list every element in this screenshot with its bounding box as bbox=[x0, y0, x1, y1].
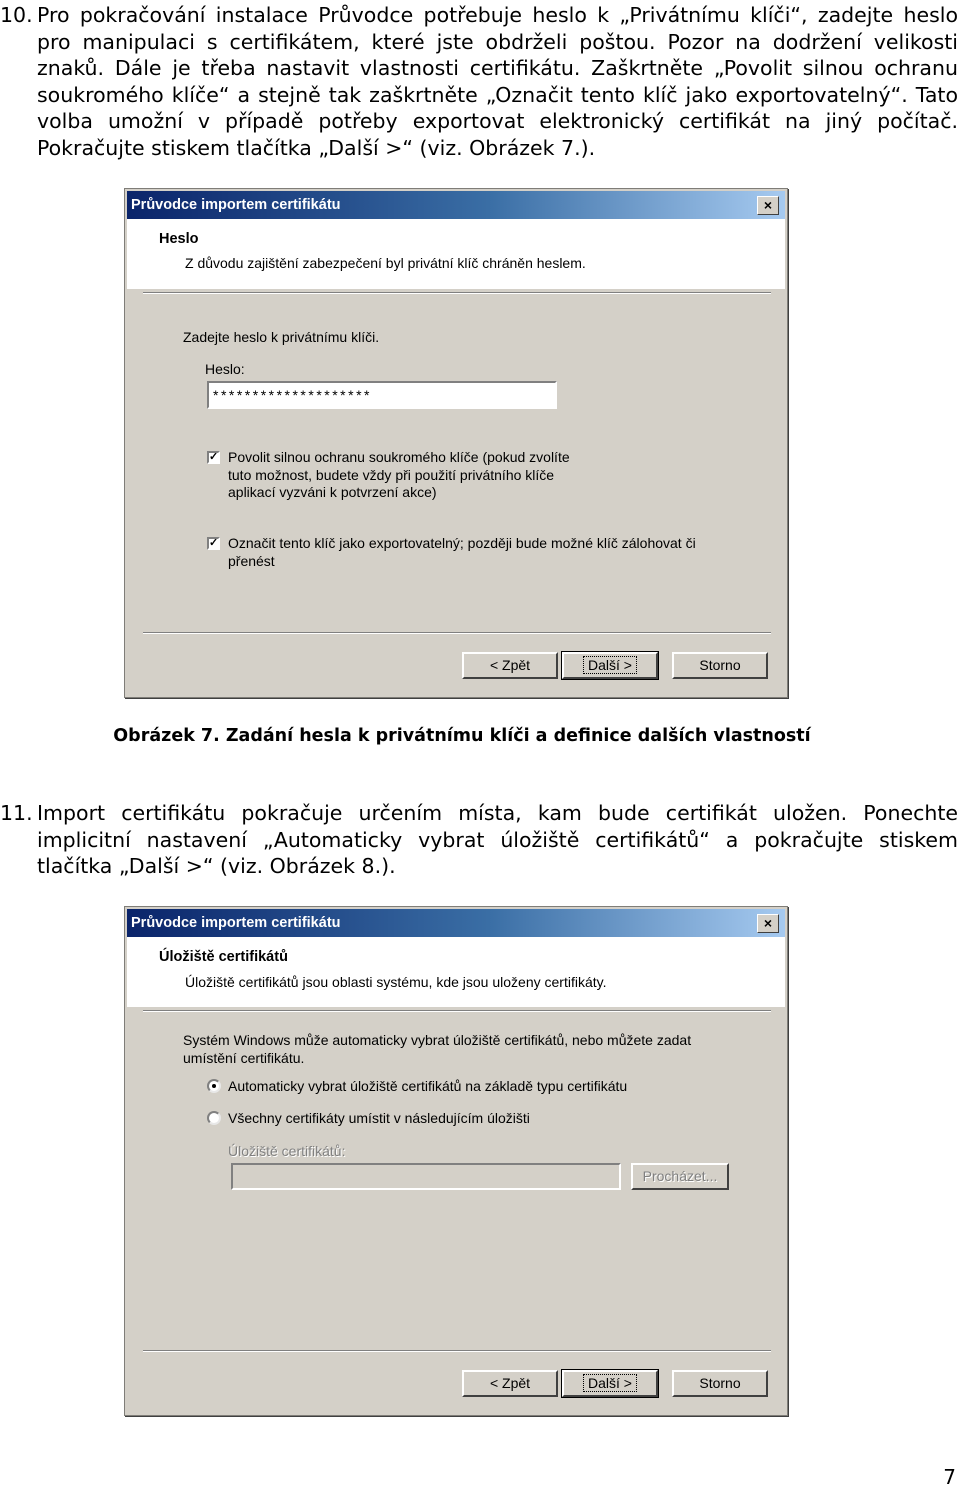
manual-store-label[interactable]: Všechny certifikáty umístit v následujícím úložišti bbox=[228, 1110, 530, 1126]
footer-divider bbox=[143, 632, 771, 634]
next-button-label: Další > bbox=[583, 656, 637, 674]
store-field-label: Úložiště certifikátů: bbox=[228, 1143, 346, 1159]
step-number: 10. bbox=[0, 3, 33, 27]
header-divider bbox=[143, 292, 771, 294]
exportable-checkbox[interactable]: ✓ bbox=[209, 537, 219, 549]
close-button[interactable]: × bbox=[757, 914, 779, 933]
wizard-header-subtitle: Z důvodu zajištění zabezpečení byl privátní klíč chráněn heslem. bbox=[185, 255, 586, 271]
import-wizard-dialog-store bbox=[124, 906, 788, 1416]
wizard-header-title: Úložiště certifikátů bbox=[159, 949, 288, 965]
step-text: Pro pokračování instalace Průvodce potřebuje heslo k „Privátnímu klíči“, zadejte heslo pro manipulaci s certifikátem, které jste obdrželi poštou. Pozor na dodržení velikosti znaků. Dále je třeba nastavit vlastnosti certifikátu. Zaškrtněte „Povolit silnou ochranu soukromého klíče“ a stejně tak zaškrtněte „Označit tento klíč jako exportovatelný“. Tato volba umožní v případě potřeby exportovat elektronický certifikát na jiný počítač. Pokračujte stiskem tlačítka „Další >“ (viz. Obrázek 7.). bbox=[37, 3, 958, 160]
next-button[interactable] bbox=[562, 1370, 658, 1397]
page-number: 7 bbox=[943, 1465, 956, 1489]
wizard-header bbox=[127, 937, 785, 1007]
next-button-label: Další > bbox=[583, 1374, 637, 1392]
close-button[interactable]: × bbox=[757, 196, 779, 215]
next-button[interactable] bbox=[562, 652, 658, 679]
store-prompt: Systém Windows může automaticky vybrat úložiště certifikátů, nebo můžete zadat umístění certifikátu. bbox=[183, 1032, 692, 1066]
step-number: 11. bbox=[0, 801, 33, 825]
import-wizard-dialog-password bbox=[124, 188, 788, 698]
wizard-header-subtitle: Úložiště certifikátů jsou oblasti systému, kde jsou uloženy certifikáty. bbox=[185, 974, 607, 990]
back-button[interactable]: < Zpět bbox=[462, 1370, 558, 1397]
wizard-header bbox=[127, 219, 785, 289]
dialog-title: Průvodce importem certifikátu bbox=[131, 915, 341, 931]
dialog-title-bar bbox=[127, 909, 785, 937]
cancel-button[interactable]: Storno bbox=[672, 1370, 768, 1397]
paragraph-step-11 bbox=[0, 800, 958, 880]
password-prompt: Zadejte heslo k privátnímu klíči. bbox=[183, 329, 380, 345]
password-input[interactable]: ******************** bbox=[207, 381, 557, 409]
footer-divider bbox=[143, 1350, 771, 1352]
exportable-label[interactable]: Označit tento klíč jako exportovatelný; později bude možné klíč zálohovat či přenést bbox=[228, 535, 696, 569]
strong-protection-checkbox[interactable]: ✓ bbox=[209, 451, 219, 463]
cancel-button[interactable]: Storno bbox=[672, 652, 768, 679]
strong-protection-label[interactable]: Povolit silnou ochranu soukromého klíče (pokud zvolíte tuto možnost, budete vždy při použití privátního klíče aplikací vyzváni k potvrzení akce) bbox=[228, 449, 570, 500]
figure-caption-7: Obrázek 7. Zadání hesla k privátnímu klíči a definice dalších vlastností bbox=[113, 726, 811, 746]
store-path-input[interactable] bbox=[231, 1163, 621, 1190]
wizard-header-title: Heslo bbox=[159, 231, 199, 247]
back-button[interactable]: < Zpět bbox=[462, 652, 558, 679]
password-label: Heslo: bbox=[205, 361, 245, 377]
auto-store-label[interactable]: Automaticky vybrat úložiště certifikátů na základě typu certifikátu bbox=[228, 1078, 628, 1094]
dialog-title-bar bbox=[127, 191, 785, 219]
dialog-title: Průvodce importem certifikátu bbox=[131, 197, 341, 213]
header-divider bbox=[143, 1010, 771, 1012]
paragraph-step-10 bbox=[0, 2, 958, 161]
step-text: Import certifikátu pokračuje určením místa, kam bude certifikát uložen. Ponechte implicitní nastavení „Automaticky vybrat úložiště certifikátů“ a pokračujte stiskem tlačítka „Další >“ (viz. Obrázek 8.). bbox=[37, 801, 958, 878]
manual-store-radio[interactable] bbox=[207, 1111, 221, 1125]
browse-button[interactable]: Procházet... bbox=[631, 1163, 729, 1190]
auto-store-radio[interactable] bbox=[207, 1079, 221, 1093]
